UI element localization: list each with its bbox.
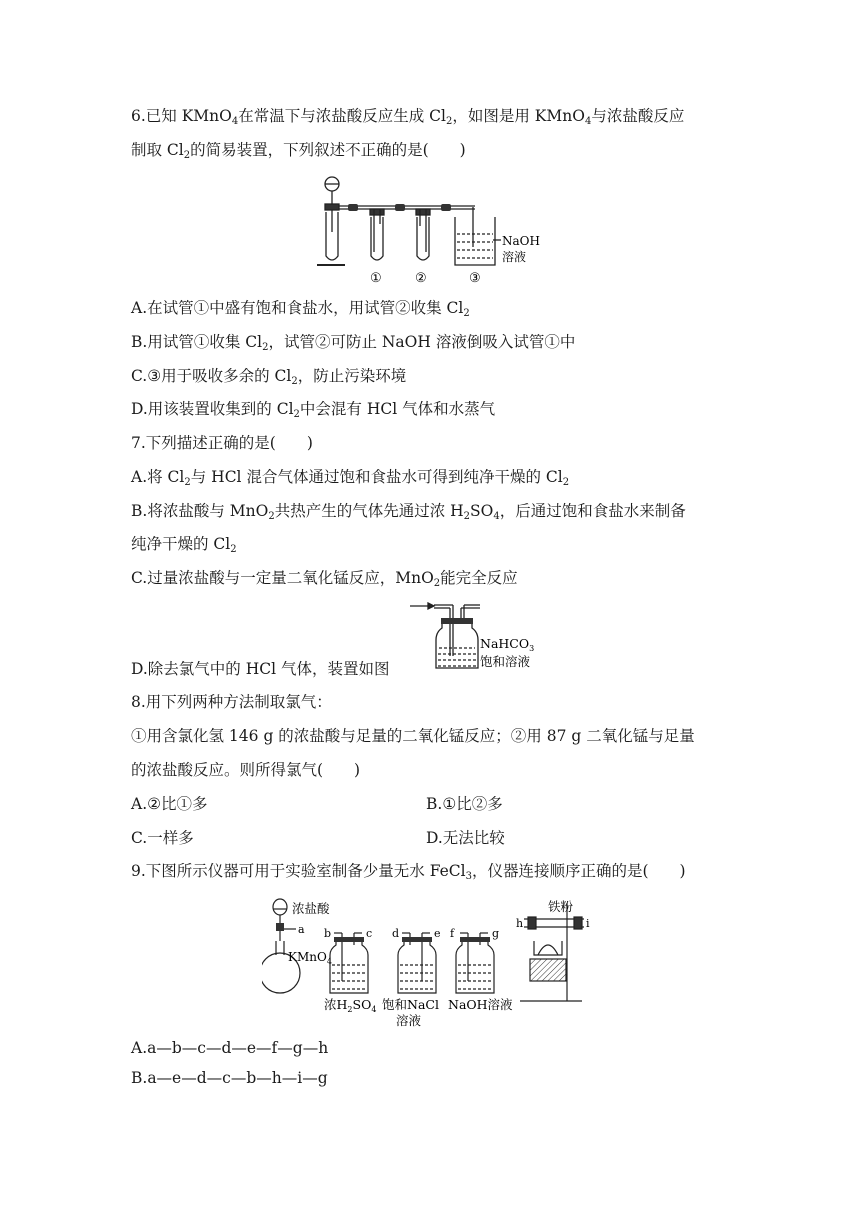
q6-option-a: A.在试管①中盛有饱和食盐水，用试管②收集 $Cl_2$ xyxy=(131,299,470,319)
q9-fig-kmno4: KMnO$_4$ xyxy=(288,950,332,966)
q9-fig-letter-a: a xyxy=(298,923,305,936)
q6-option-b: B.用试管①收集 $Cl_2$，试管②可防止 NaOH 溶液倒吸入试管①中 xyxy=(131,333,576,353)
q6-stem-line2: 制取 $Cl_2$的简易装置，下列叙述不正确的是( ) xyxy=(131,141,466,161)
q9-fig-letter-d: d xyxy=(392,927,400,940)
q9-fig-conc-hcl: 浓盐酸 xyxy=(292,901,330,916)
q9-option-b: B.a—e—d—c—b—h—i—g xyxy=(131,1069,328,1087)
q9-option-a: A.a—b—c—d—e—f—g—h xyxy=(131,1039,329,1057)
q8-body-line2: 的浓盐酸反应。则所得氯气( ) xyxy=(131,761,361,779)
q9-fig-nacl-line2: 溶液 xyxy=(396,1013,422,1028)
q9-fig-iron: 铁粉 xyxy=(548,899,574,914)
q6-option-d: D.用该装置收集到的 $Cl_2$中会混有 HCl 气体和水蒸气 xyxy=(131,400,496,420)
q9-fig-naoh: NaOH溶液 xyxy=(448,997,513,1012)
q8-option-a: A.②比①多 xyxy=(131,795,208,813)
q7-stem: 7.下列描述正确的是( ) xyxy=(131,434,313,452)
q7-option-d: D.除去氯气中的 HCl 气体，装置如图 xyxy=(131,660,390,678)
q9-apparatus-figure xyxy=(262,893,602,1028)
q6-fig-solution: 溶液 xyxy=(502,250,527,264)
q6-fig-label-1: ① xyxy=(370,271,382,284)
q6-stem-line1: 6.已知 KMnO$_4$在常温下与浓盐酸反应生成 $Cl_2$，如图是用 KMnO$_4$与浓盐酸反应 xyxy=(131,107,685,127)
q7-option-b-line1: B.将浓盐酸与 MnO$_2$共热产生的气体先通过浓 $H_2SO_4$，后通过饱和食盐水来制备 xyxy=(131,502,686,522)
q7-fig-nahco3: NaHCO$_3$ xyxy=(480,636,535,653)
q6-fig-label-3: ③ xyxy=(469,271,481,284)
q6-option-c: C.③用于吸收多余的 $Cl_2$，防止污染环境 xyxy=(131,367,407,387)
q9-fig-letter-i: i xyxy=(586,917,590,930)
q9-fig-letter-g: g xyxy=(492,927,500,940)
q7-fig-saturated: 饱和溶液 xyxy=(480,654,531,669)
q9-fig-nacl-line1: 饱和NaCl xyxy=(382,997,439,1012)
q8-option-d: D.无法比较 xyxy=(426,829,505,847)
q7-option-b-line2: 纯净干燥的 $Cl_2$ xyxy=(131,535,237,555)
q9-fig-letter-b: b xyxy=(324,927,332,940)
q9-fig-h2so4: 浓$H_2SO_4$ xyxy=(324,997,377,1014)
q9-fig-letter-c: c xyxy=(366,927,373,940)
q6-fig-naoh: NaOH xyxy=(502,234,540,248)
q9-fig-letter-f: f xyxy=(450,927,455,940)
q8-body-line1: ①用含氯化氢 146 g 的浓盐酸与足量的二氧化锰反应；②用 87 g 二氧化锰与足量 xyxy=(131,727,695,745)
q7-bottle-figure xyxy=(408,596,568,676)
q8-option-c: C.一样多 xyxy=(131,829,194,847)
q8-stem: 8.用下列两种方法制取氯气： xyxy=(131,693,332,711)
q9-fig-letter-h: h xyxy=(516,917,524,930)
q6-fig-label-2: ② xyxy=(415,271,427,284)
q8-option-b: B.①比②多 xyxy=(426,795,503,813)
q9-fig-letter-e: e xyxy=(434,927,441,940)
q7-option-a: A.将 $Cl_2$与 HCl 混合气体通过饱和食盐水可得到纯净干燥的 $Cl_2$ xyxy=(131,468,570,488)
q9-stem: 9.下图所示仪器可用于实验室制备少量无水 FeCl$_3$，仪器连接顺序正确的是( ) xyxy=(131,862,686,882)
q7-option-c: C.过量浓盐酸与一定量二氧化锰反应，MnO$_2$能完全反应 xyxy=(131,569,518,589)
q6-apparatus-figure xyxy=(315,172,545,284)
